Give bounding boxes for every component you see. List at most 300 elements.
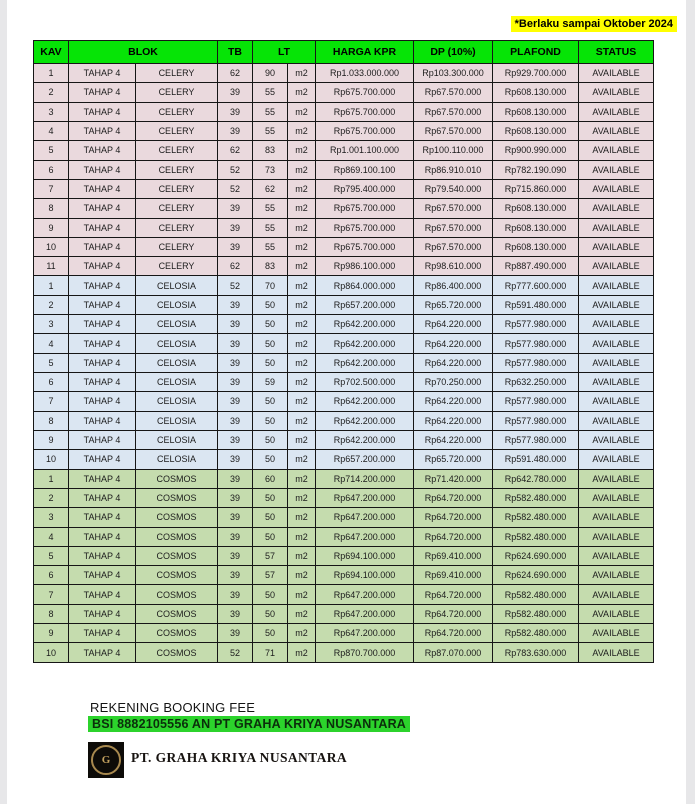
- cell-kav: 5: [34, 546, 69, 565]
- table-row: [34, 373, 654, 392]
- cell-tb: 39: [218, 469, 253, 488]
- cell-lt: 55: [253, 218, 288, 237]
- cell-kav: 6: [34, 160, 69, 179]
- cell-plafond: Rp608.130.000: [493, 102, 579, 121]
- cell-plafond: Rp577.980.000: [493, 334, 579, 353]
- cell-plafond: Rp624.690.000: [493, 546, 579, 565]
- cell-kav: 3: [34, 315, 69, 334]
- cell-unit: m2: [288, 604, 316, 623]
- cell-kav: 5: [34, 141, 69, 160]
- cell-tahap: TAHAP 4: [69, 121, 136, 140]
- cell-lt: 50: [253, 450, 288, 469]
- table-row: [34, 450, 654, 469]
- table-row: [34, 276, 654, 295]
- cell-blok: CELERY: [136, 102, 218, 121]
- table-row: [34, 199, 654, 218]
- cell-lt: 55: [253, 102, 288, 121]
- col-header-status: STATUS: [579, 41, 654, 64]
- col-header-harga: HARGA KPR: [316, 41, 414, 64]
- cell-lt: 50: [253, 411, 288, 430]
- cell-tahap: TAHAP 4: [69, 160, 136, 179]
- cell-tb: 62: [218, 257, 253, 276]
- cell-unit: m2: [288, 218, 316, 237]
- cell-tb: 62: [218, 141, 253, 160]
- cell-blok: COSMOS: [136, 643, 218, 663]
- cell-tb: 39: [218, 546, 253, 565]
- table-row: [34, 566, 654, 585]
- validity-note: *Berlaku sampai Oktober 2024: [511, 16, 677, 32]
- cell-lt: 55: [253, 199, 288, 218]
- cell-kav: 7: [34, 585, 69, 604]
- cell-status: AVAILABLE: [579, 604, 654, 623]
- cell-dp: Rp64.220.000: [414, 430, 493, 449]
- cell-dp: Rp67.570.000: [414, 83, 493, 102]
- cell-harga: Rp675.700.000: [316, 102, 414, 121]
- cell-lt: 50: [253, 604, 288, 623]
- cell-status: AVAILABLE: [579, 295, 654, 314]
- cell-tahap: TAHAP 4: [69, 566, 136, 585]
- cell-blok: CELERY: [136, 218, 218, 237]
- cell-kav: 3: [34, 102, 69, 121]
- rekening-label: REKENING BOOKING FEE: [90, 700, 256, 715]
- table-row: [34, 141, 654, 160]
- cell-status: AVAILABLE: [579, 392, 654, 411]
- cell-harga: Rp986.100.000: [316, 257, 414, 276]
- cell-plafond: Rp582.480.000: [493, 585, 579, 604]
- cell-unit: m2: [288, 430, 316, 449]
- cell-tahap: TAHAP 4: [69, 218, 136, 237]
- cell-dp: Rp67.570.000: [414, 102, 493, 121]
- cell-kav: 10: [34, 643, 69, 663]
- cell-tahap: TAHAP 4: [69, 508, 136, 527]
- table-row: [34, 624, 654, 643]
- cell-blok: COSMOS: [136, 546, 218, 565]
- cell-harga: Rp647.200.000: [316, 488, 414, 507]
- cell-tb: 39: [218, 508, 253, 527]
- cell-tb: 39: [218, 295, 253, 314]
- table-row: [34, 257, 654, 276]
- cell-blok: CELERY: [136, 257, 218, 276]
- table-row: [34, 488, 654, 507]
- cell-dp: Rp64.720.000: [414, 604, 493, 623]
- cell-status: AVAILABLE: [579, 373, 654, 392]
- table-row: [34, 218, 654, 237]
- cell-harga: Rp642.200.000: [316, 315, 414, 334]
- cell-blok: CELOSIA: [136, 295, 218, 314]
- col-header-blok: BLOK: [69, 41, 218, 64]
- cell-kav: 4: [34, 527, 69, 546]
- cell-harga: Rp869.100.100: [316, 160, 414, 179]
- cell-plafond: Rp582.480.000: [493, 527, 579, 546]
- cell-tahap: TAHAP 4: [69, 179, 136, 198]
- cell-blok: CELERY: [136, 121, 218, 140]
- cell-tahap: TAHAP 4: [69, 102, 136, 121]
- table-row: [34, 64, 654, 83]
- cell-tb: 39: [218, 527, 253, 546]
- cell-status: AVAILABLE: [579, 546, 654, 565]
- cell-dp: Rp64.720.000: [414, 527, 493, 546]
- cell-plafond: Rp577.980.000: [493, 392, 579, 411]
- cell-tahap: TAHAP 4: [69, 604, 136, 623]
- cell-blok: CELOSIA: [136, 276, 218, 295]
- table-row: [34, 546, 654, 565]
- cell-unit: m2: [288, 392, 316, 411]
- cell-kav: 4: [34, 334, 69, 353]
- cell-dp: Rp64.220.000: [414, 411, 493, 430]
- cell-blok: COSMOS: [136, 488, 218, 507]
- cell-dp: Rp64.720.000: [414, 488, 493, 507]
- table-row: [34, 83, 654, 102]
- table-row: [34, 295, 654, 314]
- cell-status: AVAILABLE: [579, 488, 654, 507]
- cell-status: AVAILABLE: [579, 508, 654, 527]
- cell-status: AVAILABLE: [579, 83, 654, 102]
- cell-plafond: Rp582.480.000: [493, 604, 579, 623]
- cell-blok: CELOSIA: [136, 334, 218, 353]
- cell-status: AVAILABLE: [579, 218, 654, 237]
- cell-harga: Rp647.200.000: [316, 585, 414, 604]
- cell-tb: 39: [218, 353, 253, 372]
- cell-harga: Rp642.200.000: [316, 430, 414, 449]
- cell-status: AVAILABLE: [579, 353, 654, 372]
- cell-tahap: TAHAP 4: [69, 430, 136, 449]
- cell-kav: 2: [34, 83, 69, 102]
- cell-plafond: Rp608.130.000: [493, 199, 579, 218]
- cell-tb: 52: [218, 179, 253, 198]
- cell-harga: Rp702.500.000: [316, 373, 414, 392]
- price-table: [33, 40, 654, 663]
- cell-unit: m2: [288, 64, 316, 83]
- cell-status: AVAILABLE: [579, 430, 654, 449]
- cell-harga: Rp647.200.000: [316, 624, 414, 643]
- cell-lt: 62: [253, 179, 288, 198]
- cell-harga: Rp657.200.000: [316, 450, 414, 469]
- cell-tahap: TAHAP 4: [69, 643, 136, 663]
- cell-kav: 8: [34, 604, 69, 623]
- cell-tahap: TAHAP 4: [69, 141, 136, 160]
- cell-status: AVAILABLE: [579, 179, 654, 198]
- table-row: [34, 353, 654, 372]
- cell-unit: m2: [288, 411, 316, 430]
- cell-unit: m2: [288, 237, 316, 256]
- cell-kav: 9: [34, 624, 69, 643]
- cell-unit: m2: [288, 373, 316, 392]
- cell-plafond: Rp582.480.000: [493, 624, 579, 643]
- cell-lt: 50: [253, 430, 288, 449]
- cell-lt: 50: [253, 315, 288, 334]
- cell-tahap: TAHAP 4: [69, 527, 136, 546]
- table-row: [34, 508, 654, 527]
- cell-tb: 52: [218, 160, 253, 179]
- cell-blok: COSMOS: [136, 566, 218, 585]
- table-row: [34, 237, 654, 256]
- cell-kav: 8: [34, 199, 69, 218]
- cell-tahap: TAHAP 4: [69, 353, 136, 372]
- cell-blok: COSMOS: [136, 508, 218, 527]
- cell-unit: m2: [288, 585, 316, 604]
- cell-kav: 8: [34, 411, 69, 430]
- cell-plafond: Rp887.490.000: [493, 257, 579, 276]
- cell-dp: Rp64.220.000: [414, 334, 493, 353]
- cell-tb: 39: [218, 585, 253, 604]
- cell-unit: m2: [288, 353, 316, 372]
- cell-unit: m2: [288, 276, 316, 295]
- cell-plafond: Rp624.690.000: [493, 566, 579, 585]
- cell-status: AVAILABLE: [579, 141, 654, 160]
- cell-kav: 5: [34, 353, 69, 372]
- cell-tb: 39: [218, 121, 253, 140]
- cell-dp: Rp67.570.000: [414, 218, 493, 237]
- cell-blok: COSMOS: [136, 624, 218, 643]
- cell-tb: 39: [218, 373, 253, 392]
- cell-harga: Rp694.100.000: [316, 546, 414, 565]
- cell-lt: 83: [253, 141, 288, 160]
- cell-lt: 70: [253, 276, 288, 295]
- cell-harga: Rp870.700.000: [316, 643, 414, 663]
- cell-status: AVAILABLE: [579, 643, 654, 663]
- table-row: [34, 585, 654, 604]
- cell-status: AVAILABLE: [579, 450, 654, 469]
- company-logo: [88, 742, 124, 778]
- cell-blok: CELERY: [136, 160, 218, 179]
- cell-status: AVAILABLE: [579, 237, 654, 256]
- cell-plafond: Rp715.860.000: [493, 179, 579, 198]
- cell-blok: CELERY: [136, 199, 218, 218]
- cell-tb: 62: [218, 64, 253, 83]
- cell-unit: m2: [288, 160, 316, 179]
- col-header-kav: KAV: [34, 41, 69, 64]
- cell-kav: 1: [34, 64, 69, 83]
- cell-plafond: Rp582.480.000: [493, 488, 579, 507]
- cell-lt: 57: [253, 566, 288, 585]
- cell-plafond: Rp582.480.000: [493, 508, 579, 527]
- cell-lt: 50: [253, 488, 288, 507]
- cell-tahap: TAHAP 4: [69, 64, 136, 83]
- cell-plafond: Rp929.700.000: [493, 64, 579, 83]
- cell-status: AVAILABLE: [579, 566, 654, 585]
- cell-status: AVAILABLE: [579, 469, 654, 488]
- cell-dp: Rp67.570.000: [414, 121, 493, 140]
- cell-kav: 9: [34, 430, 69, 449]
- cell-kav: 10: [34, 450, 69, 469]
- cell-dp: Rp69.410.000: [414, 566, 493, 585]
- cell-tb: 39: [218, 102, 253, 121]
- cell-lt: 50: [253, 585, 288, 604]
- cell-lt: 59: [253, 373, 288, 392]
- logo-ring-icon: [91, 745, 121, 775]
- cell-plafond: Rp591.480.000: [493, 450, 579, 469]
- table-row: [34, 411, 654, 430]
- col-header-plafond: PLAFOND: [493, 41, 579, 64]
- cell-unit: m2: [288, 315, 316, 334]
- cell-plafond: Rp632.250.000: [493, 373, 579, 392]
- cell-lt: 50: [253, 353, 288, 372]
- cell-harga: Rp675.700.000: [316, 237, 414, 256]
- cell-unit: m2: [288, 295, 316, 314]
- cell-tahap: TAHAP 4: [69, 315, 136, 334]
- cell-status: AVAILABLE: [579, 199, 654, 218]
- cell-tb: 39: [218, 315, 253, 334]
- table-row: [34, 121, 654, 140]
- cell-harga: Rp647.200.000: [316, 604, 414, 623]
- cell-tahap: TAHAP 4: [69, 373, 136, 392]
- cell-blok: CELERY: [136, 237, 218, 256]
- cell-status: AVAILABLE: [579, 257, 654, 276]
- cell-tb: 52: [218, 276, 253, 295]
- cell-plafond: Rp777.600.000: [493, 276, 579, 295]
- cell-plafond: Rp608.130.000: [493, 218, 579, 237]
- cell-kav: 10: [34, 237, 69, 256]
- cell-tb: 39: [218, 237, 253, 256]
- cell-harga: Rp675.700.000: [316, 199, 414, 218]
- cell-tb: 39: [218, 624, 253, 643]
- cell-plafond: Rp642.780.000: [493, 469, 579, 488]
- cell-lt: 50: [253, 392, 288, 411]
- table-row: [34, 469, 654, 488]
- col-header-tb: TB: [218, 41, 253, 64]
- cell-unit: m2: [288, 121, 316, 140]
- cell-dp: Rp79.540.000: [414, 179, 493, 198]
- table-row: [34, 430, 654, 449]
- cell-unit: m2: [288, 102, 316, 121]
- cell-lt: 83: [253, 257, 288, 276]
- scan-edge-right: [686, 0, 695, 804]
- cell-tahap: TAHAP 4: [69, 199, 136, 218]
- cell-lt: 50: [253, 508, 288, 527]
- cell-tb: 39: [218, 218, 253, 237]
- cell-harga: Rp642.200.000: [316, 411, 414, 430]
- table-row: [34, 160, 654, 179]
- cell-dp: Rp64.220.000: [414, 392, 493, 411]
- cell-blok: CELERY: [136, 179, 218, 198]
- cell-plafond: Rp577.980.000: [493, 430, 579, 449]
- cell-tahap: TAHAP 4: [69, 276, 136, 295]
- cell-blok: CELOSIA: [136, 450, 218, 469]
- cell-tb: 39: [218, 566, 253, 585]
- cell-dp: Rp67.570.000: [414, 199, 493, 218]
- cell-lt: 57: [253, 546, 288, 565]
- cell-harga: Rp795.400.000: [316, 179, 414, 198]
- col-header-dp: DP (10%): [414, 41, 493, 64]
- cell-lt: 55: [253, 83, 288, 102]
- cell-kav: 7: [34, 392, 69, 411]
- cell-tb: 39: [218, 604, 253, 623]
- cell-unit: m2: [288, 257, 316, 276]
- cell-lt: 50: [253, 295, 288, 314]
- cell-kav: 4: [34, 121, 69, 140]
- cell-harga: Rp642.200.000: [316, 334, 414, 353]
- cell-blok: COSMOS: [136, 585, 218, 604]
- cell-tb: 39: [218, 83, 253, 102]
- cell-kav: 11: [34, 257, 69, 276]
- cell-unit: m2: [288, 546, 316, 565]
- cell-tahap: TAHAP 4: [69, 488, 136, 507]
- cell-harga: Rp864.000.000: [316, 276, 414, 295]
- cell-blok: CELERY: [136, 83, 218, 102]
- cell-unit: m2: [288, 141, 316, 160]
- cell-dp: Rp100.110.000: [414, 141, 493, 160]
- cell-blok: COSMOS: [136, 469, 218, 488]
- cell-tahap: TAHAP 4: [69, 469, 136, 488]
- cell-tb: 39: [218, 199, 253, 218]
- cell-status: AVAILABLE: [579, 527, 654, 546]
- cell-dp: Rp98.610.000: [414, 257, 493, 276]
- cell-blok: CELERY: [136, 64, 218, 83]
- cell-status: AVAILABLE: [579, 102, 654, 121]
- cell-tb: 39: [218, 450, 253, 469]
- cell-plafond: Rp591.480.000: [493, 295, 579, 314]
- cell-lt: 71: [253, 643, 288, 663]
- cell-tahap: TAHAP 4: [69, 237, 136, 256]
- cell-status: AVAILABLE: [579, 160, 654, 179]
- cell-tb: 39: [218, 392, 253, 411]
- table-row: [34, 315, 654, 334]
- cell-tahap: TAHAP 4: [69, 411, 136, 430]
- cell-tahap: TAHAP 4: [69, 295, 136, 314]
- cell-unit: m2: [288, 334, 316, 353]
- cell-plafond: Rp577.980.000: [493, 411, 579, 430]
- cell-blok: CELERY: [136, 141, 218, 160]
- cell-blok: CELOSIA: [136, 430, 218, 449]
- cell-tahap: TAHAP 4: [69, 585, 136, 604]
- cell-unit: m2: [288, 199, 316, 218]
- cell-unit: m2: [288, 450, 316, 469]
- cell-harga: Rp647.200.000: [316, 527, 414, 546]
- cell-tb: 39: [218, 430, 253, 449]
- cell-dp: Rp70.250.000: [414, 373, 493, 392]
- cell-dp: Rp71.420.000: [414, 469, 493, 488]
- cell-kav: 3: [34, 508, 69, 527]
- cell-lt: 73: [253, 160, 288, 179]
- cell-unit: m2: [288, 83, 316, 102]
- cell-unit: m2: [288, 527, 316, 546]
- cell-unit: m2: [288, 179, 316, 198]
- cell-unit: m2: [288, 469, 316, 488]
- cell-harga: Rp647.200.000: [316, 508, 414, 527]
- cell-tb: 39: [218, 411, 253, 430]
- cell-tahap: TAHAP 4: [69, 83, 136, 102]
- cell-blok: CELOSIA: [136, 392, 218, 411]
- cell-harga: Rp675.700.000: [316, 121, 414, 140]
- table-row: [34, 643, 654, 663]
- cell-harga: Rp675.700.000: [316, 83, 414, 102]
- cell-lt: 55: [253, 237, 288, 256]
- cell-unit: m2: [288, 624, 316, 643]
- cell-harga: Rp675.700.000: [316, 218, 414, 237]
- cell-unit: m2: [288, 566, 316, 585]
- cell-plafond: Rp900.990.000: [493, 141, 579, 160]
- cell-unit: m2: [288, 643, 316, 663]
- cell-lt: 55: [253, 121, 288, 140]
- table-row: [34, 604, 654, 623]
- cell-dp: Rp86.910.010: [414, 160, 493, 179]
- cell-tahap: TAHAP 4: [69, 450, 136, 469]
- cell-kav: 2: [34, 295, 69, 314]
- cell-dp: Rp64.720.000: [414, 585, 493, 604]
- cell-plafond: Rp608.130.000: [493, 83, 579, 102]
- table-row: [34, 179, 654, 198]
- cell-dp: Rp65.720.000: [414, 295, 493, 314]
- cell-lt: 60: [253, 469, 288, 488]
- cell-tb: 39: [218, 334, 253, 353]
- cell-lt: 90: [253, 64, 288, 83]
- scan-edge-left: [0, 0, 7, 804]
- cell-tahap: TAHAP 4: [69, 334, 136, 353]
- cell-kav: 6: [34, 566, 69, 585]
- cell-blok: COSMOS: [136, 527, 218, 546]
- cell-harga: Rp714.200.000: [316, 469, 414, 488]
- cell-plafond: Rp577.980.000: [493, 315, 579, 334]
